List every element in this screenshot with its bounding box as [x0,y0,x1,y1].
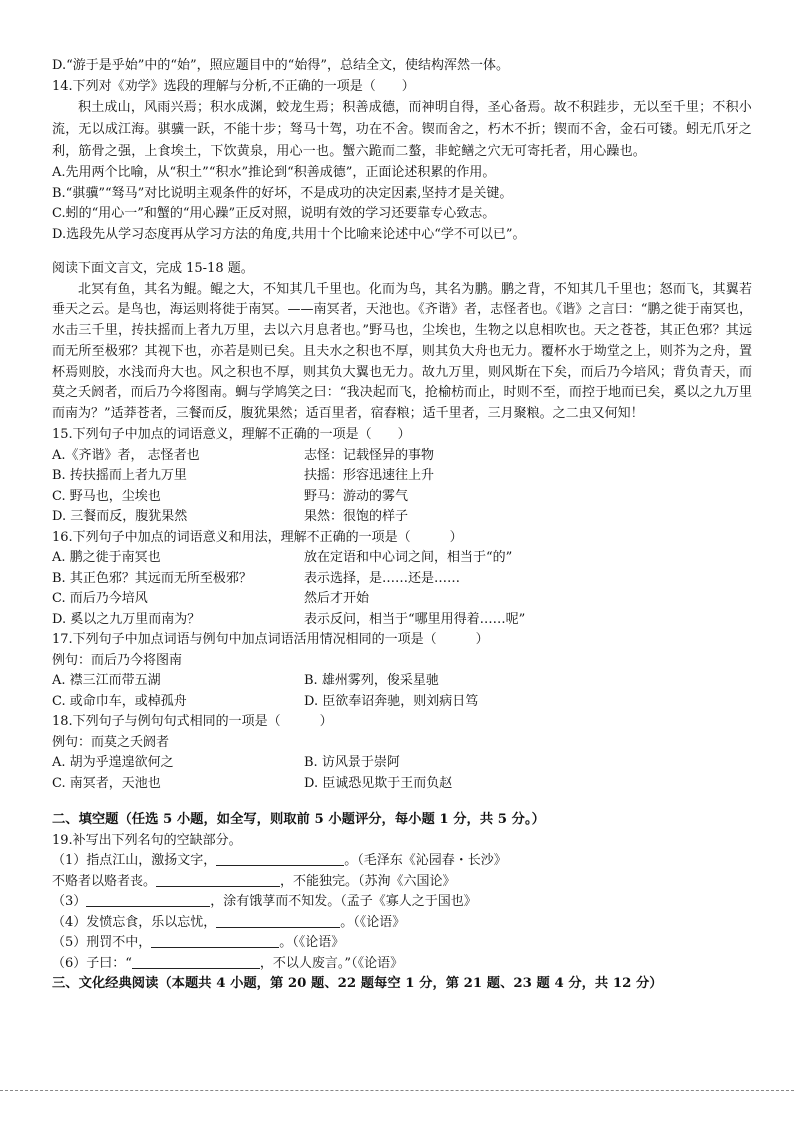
q15-c-sentence: C. 野马也，尘埃也 [52,488,161,504]
q19-3-prefix: （3） [52,894,87,910]
q18-option-c: C. 南冥者，天池也 [52,775,161,791]
q16-stem: 16.下列句子中加点的词语意义和用法，理解不正确的一项是（ ） [52,529,463,545]
q19-5-prefix: （5）刑罚不中， [52,935,152,951]
q15-option-c [52,487,752,508]
q19-5-suffix: 。（《论语》 [279,935,345,951]
q19-stem: 19.补写出下列名句的空缺部分。 [52,832,242,848]
q19-item-4 [52,913,752,934]
q17-option-a: A. 襟三江而带五湖 [52,673,161,689]
q14-option-c: C.蚓的“用心一”和蟹的“用心躁”正反对照，说明有效的学习还要靠专心致志。 [52,206,496,221]
q19-4-blank[interactable] [216,913,340,928]
spacer [52,245,752,259]
q19-2-prefix: 不赂者以赂者丧。 [52,873,157,889]
q19-3-blank[interactable] [86,892,210,907]
q15-d-sentence: D. 三餐而反，腹犹果然 [52,509,188,525]
q19-5-blank[interactable] [151,933,279,948]
q15-a-gloss: 志怪：记载怪异的事物 [304,447,435,463]
q19-item-3 [52,892,752,913]
q19-item-5 [52,933,752,954]
q19-item-6 [52,954,752,975]
section-2-heading: 二、填空题（任选 5 小题，如全写，则取前 5 小题评分，每小题 1 分，共 5 分。） [52,812,545,828]
q18-options-cd [52,774,752,795]
q18-stem: 18.下列句子与例句句式相同的一项是（ ） [52,714,333,730]
q16-option-b [52,569,752,590]
q16-c-gloss: 然后才开始 [304,591,370,607]
q19-item-2 [52,872,752,893]
q15-option-d [52,507,752,528]
q16-option-a [52,548,752,569]
q15-b-gloss: 扶摇：形容迅速往上升 [304,468,435,484]
q15-stem: 15.下列句子中加点的词语意义，理解不正确的一项是（ ） [52,427,411,443]
q17-options-ab [52,671,752,692]
q19-2-blank[interactable] [156,872,280,887]
q15-option-a [52,446,752,467]
q19-3-suffix: ，涂有饿莩而不知发。（孟子《寡人之于国也》 [210,894,477,910]
q17-example: 例句：而后乃今将图南 [52,652,183,668]
q17-stem: 17.下列句子中加点词语与例句中加点词语活用情况相同的一项是（ ） [52,632,489,648]
q16-d-gloss: 表示反问，相当于“哪里用得着……呢” [304,611,526,627]
q13-option-d: D.“游于是乎始”中的“始”，照应题目中的“始得”，总结全文，使结构浑然一体。 [52,58,509,73]
q16-d-sentence: D. 奚以之九万里而南为？ [52,611,201,627]
q16-b-gloss: 表示选择，是……还是…… [304,570,461,586]
q17-option-b: B. 雄州雾列，俊采星驰 [304,673,439,689]
q14-option-a: A.先用两个比喻，从“积土”“积水”推论到“积善成德”，正面论述积累的作用。 [52,165,496,180]
spacer [52,794,752,810]
q18-option-b: B. 访风景于崇阿 [304,755,400,771]
q16-b-sentence: B. 其正色邪？其远而无所至极邪？ [52,570,252,586]
q18-option-a: A. 胡为乎遑遑欲何之 [52,755,174,771]
q15-d-gloss: 果然：很饱的样子 [304,509,409,525]
page-divider [0,1090,794,1091]
xiaoyaoyou-passage: 北冥有鱼，其名为鲲。鲲之大，不知其几千里也。化而为鸟，其名为鹏。鹏之背，不知其几千里也；怒而飞，其翼若垂天之云。是鸟也，海运则将徙于南冥。——南冥者，天池也。《齐谐》者，志怪者也。《谐》之言曰：“鹏之徙于南冥也，水击三千里，抟扶摇而上者九万里，去以六月息者也。”野马也，尘埃也，生物之以息相吹也。天之苍苍，其正色邪？其远而无所至极邪？其视下也，亦若是则已矣。且夫水之积也不厚，则其负大舟也无力。覆杯水于坳堂之上，则芥为之舟，置杯焉则胶，水浅而舟大也。风之积也不厚，则其负大翼也无力。故九万里，则风斯在下矣，而后乃今培风；背负青天，而莫之夭阏者，而后乃今将图南。蜩与学鸠笑之曰：“我决起而飞，抢榆枋而止，时则不至，而控于地而已矣，奚以之九万里而南为？”适莽苍者，三餐而反，腹犹果然；适百里者，宿舂粮；适千里者，三月聚粮。之二虫又何知！ [52,281,752,422]
q19-6-prefix: （6）子曰：“ [52,955,132,971]
q15-b-sentence: B. 抟扶摇而上者九万里 [52,468,187,484]
q15-option-b [52,466,752,487]
reading-intro: 阅读下面文言文，完成 15-18 题。 [52,261,254,276]
q14-option-d: D.选段先从学习态度再从学习方法的角度,共用十个比喻来论述中心“学不可以已”。 [52,226,526,242]
q19-1-blank[interactable] [216,851,344,866]
q15-a-sentence: A.《齐谐》者， 志怪者也 [52,447,200,463]
q18-options-ab [52,753,752,774]
exam-page [52,56,752,995]
q14-stem: 14.下列对《劝学》选段的理解与分析,不正确的一项是（ ） [52,78,415,94]
q17-option-d: D. 臣欲奉诏奔驰，则刘病日笃 [304,693,479,709]
q17-options-cd [52,692,752,713]
q14-option-b: B.“骐骥”“驽马”对比说明主观条件的好坏，不是成功的决定因素,坚持才是关键。 [52,185,513,201]
q19-6-suffix: ，不以人废言。”（《论语》 [259,955,404,971]
q19-4-suffix: 。（《论语》 [340,914,406,930]
q17-option-c: C. 或命巾车，或棹孤舟 [52,693,187,709]
q19-1-prefix: （1）指点江山，激扬文字， [52,853,217,869]
q19-2-suffix: ，不能独完。（苏洵《六国论》 [280,873,456,889]
q19-6-blank[interactable] [132,954,260,969]
quanxue-passage: 积土成山，风雨兴焉；积水成渊，蛟龙生焉；积善成德，而神明自得，圣心备焉。故不积跬步，无以至千里；不积小流，无以成江海。骐骥一跃，不能十步；驽马十驾，功在不舍。锲而舍之，朽木不折；锲而不舍，金石可镂。蚓无爪牙之利，筋骨之强，上食埃土，下饮黄泉，用心一也。蟹六跪而二螯，非蛇鳝之穴无可寄托者，用心躁也。 [52,100,752,159]
section-3-heading: 三、文化经典阅读（本题共 4 小题，第 20 题、22 题每空 1 分，第 21 题、23 题 4 分，共 12 分） [52,976,663,992]
q18-example: 例句：而莫之夭阏者 [52,734,170,750]
q16-c-sentence: C. 而后乃今培风 [52,591,148,607]
q16-a-gloss: 放在定语和中心词之间，相当于“的” [304,550,513,566]
q19-item-1 [52,851,752,872]
q19-4-prefix: （4）发愤忘食，乐以忘忧， [52,914,217,930]
q16-option-d [52,610,752,631]
q19-1-suffix: 。（毛泽东《沁园春・长沙》 [344,853,507,869]
q15-c-gloss: 野马：游动的雾气 [304,488,409,504]
q16-a-sentence: A. 鹏之徙于南冥也 [52,550,161,566]
q16-option-c [52,589,752,610]
q18-option-d: D. 臣诚恐见欺于王而负赵 [304,775,453,791]
